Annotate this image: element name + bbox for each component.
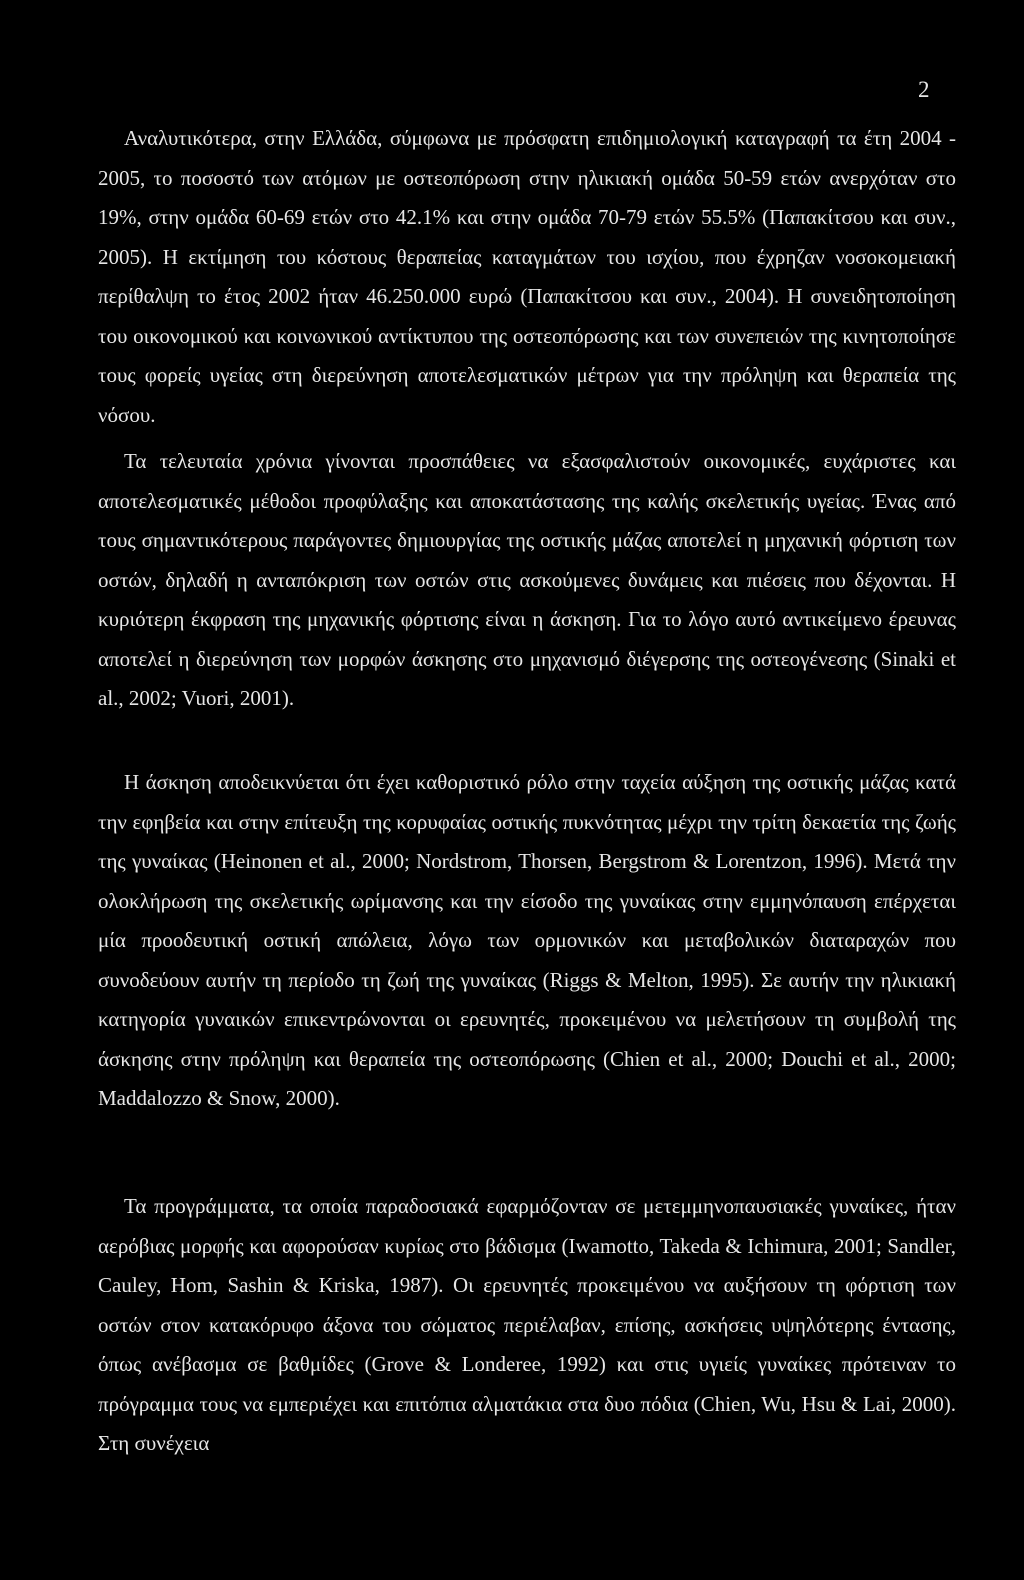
paragraph-3 bbox=[98, 763, 956, 1119]
paragraph-2 bbox=[98, 442, 956, 719]
paragraph-1 bbox=[98, 119, 956, 435]
paragraph-4-text: Τα προγράμματα, τα οποία παραδοσιακά εφαρμόζονταν σε μετεμμηνοπαυσιακές γυναίκες, ήταν αερόβιας μορφής και αφορούσαν κυρίως στο βάδισμα (Iwamotto, Takeda & Ichimura, 2001; Sandler, Cauley, Hom, Sashin & Kriska, 1987). Οι ερευνητές προκειμένου να αυξήσουν τη φόρτιση των οστών στον κατακόρυφο άξονα του σώματος περιέλαβαν, επίσης, ασκήσεις υψηλότερης έντασης, όπως ανέβασμα σε βαθμίδες (Grove & Londeree, 1992) και στις υγιείς γυναίκες πρότειναν το πρόγραμμα τους να εμπεριέχει και επιτόπια αλματάκια στα δυο πόδια (Chien, Wu, Hsu & Lai, 2000). Στη συνέχεια bbox=[98, 1194, 956, 1455]
page-number: 2 bbox=[918, 77, 930, 102]
paragraph-1-text: Αναλυτικότερα, στην Ελλάδα, σύμφωνα με πρόσφατη επιδημιολογική καταγραφή τα έτη 2004 - 2005, το ποσοστό των ατόμων με οστεοπόρωση στην ηλικιακή ομάδα 50-59 ετών ανερχόταν στο 19%, στην ομάδα 60-69 ετών στο 42.1% και στην ομάδα 70-79 ετών 55.5% (Παπακίτσου και συν., 2005). Η εκτίμηση του κόστους θεραπείας καταγμάτων του ισχίου, που έχρηζαν νοσοκομειακή περίθαλψη το έτος 2002 ήταν 46.250.000 ευρώ (Παπακίτσου και συν., 2004). Η συνειδητοποίηση του οικονομικού και κοινωνικού αντίκτυπου της οστεοπόρωσης και των συνεπειών της κινητοποίησε τους φορείς υγείας στη διερεύνηση αποτελεσματικών μέτρων για την πρόληψη και θεραπεία της νόσου. bbox=[98, 126, 956, 427]
paragraph-4 bbox=[98, 1187, 956, 1464]
paragraph-2-text: Τα τελευταία χρόνια γίνονται προσπάθειες να εξασφαλιστούν οικονομικές, ευχάριστες και αποτελεσματικές μέθοδοι προφύλαξης και αποκατάστασης της καλής σκελετικής υγείας. Ένας από τους σημαντικότερους παράγοντες δημιουργίας της οστικής μάζας αποτελεί η μηχανική φόρτιση των οστών, δηλαδή η ανταπόκριση των οστών στις ασκούμενες δυνάμεις και πιέσεις που δέχονται. Η κυριότερη έκφραση της μηχανικής φόρτισης είναι η άσκηση. Για το λόγο αυτό αντικείμενο έρευνας αποτελεί η διερεύνηση των μορφών άσκησης στο μηχανισμό διέγερσης της οστεογένεσης (Sinaki et al., 2002; Vuori, 2001). bbox=[98, 449, 956, 710]
paragraph-3-text: Η άσκηση αποδεικνύεται ότι έχει καθοριστικό ρόλο στην ταχεία αύξηση της οστικής μάζας κατά την εφηβεία και στην επίτευξη της κορυφαίας οστικής πυκνότητας μέχρι την τρίτη δεκαετία της ζωής της γυναίκας (Heinonen et al., 2000; Nordstrom, Thorsen, Bergstrom & Lorentzon, 1996). Μετά την ολοκλήρωση της σκελετικής ωρίμανσης και την είσοδο της γυναίκας στην εμμηνόπαυση επέρχεται μία προοδευτική οστική απώλεια, λόγω των ορμονικών και μεταβολικών διαταραχών που συνοδεύουν αυτήν τη περίοδο τη ζωή της γυναίκας (Riggs & Melton, 1995). Σε αυτήν την ηλικιακή κατηγορία γυναικών επικεντρώνονται οι ερευνητές, προκειμένου να μελετήσουν τη συμβολή της άσκησης στην πρόληψη και θεραπεία της οστεοπόρωσης (Chien et al., 2000; Douchi et al., 2000; Maddalozzo & Snow, 2000). bbox=[98, 770, 956, 1110]
